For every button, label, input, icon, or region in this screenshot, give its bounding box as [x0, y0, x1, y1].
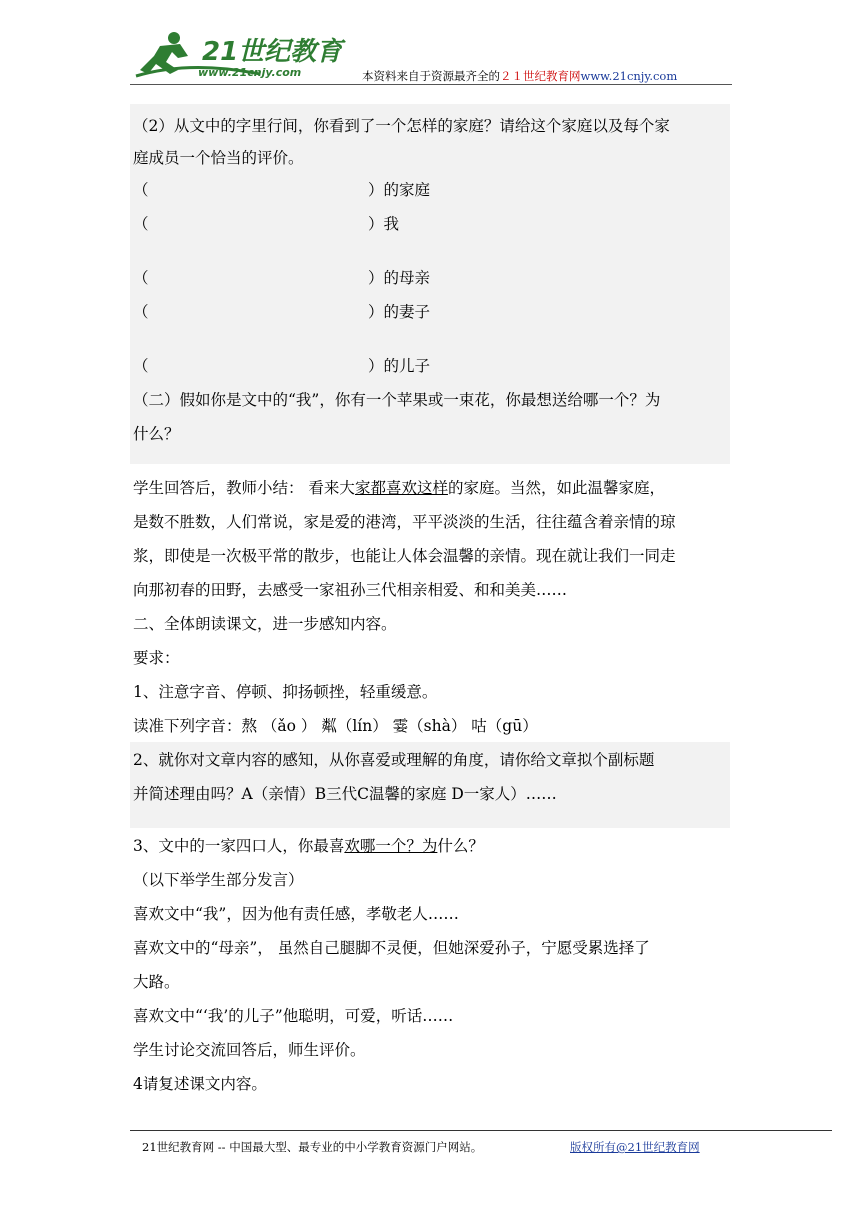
student-answer-2-line1: 喜欢文中的“母亲”， 虽然自己腿脚不灵便，但她深爱孙子，宁愿受累选择了 [133, 939, 650, 957]
student-answer-2-line2: 大路。 [133, 973, 180, 991]
blank-row-family: （ ）的家庭 [133, 181, 431, 199]
section2-line1: （二）假如你是文中的“我”，你有一个苹果或一束花，你最想送给哪一个？为 [133, 391, 661, 409]
summary-line4: 向那初春的田野，去感受一家祖孙三代相亲相爱、和和美美…… [133, 581, 568, 599]
item3-line: 3、文中的一家四口人，你最喜欢哪一个？为什么？ [133, 837, 484, 855]
header-divider [130, 84, 732, 85]
section2-line2: 什么？ [133, 425, 180, 443]
q2-line2: 庭成员一个恰当的评价。 [133, 149, 304, 167]
header-note [362, 68, 677, 84]
requirement-1: 1、注意字音、停顿、抑扬顿挫，轻重缓意。 [133, 683, 438, 701]
blank-row-me: （ ）我 [133, 215, 400, 233]
student-note: （以下举学生部分发言） [133, 871, 304, 889]
logo-wordmark: 21世纪教育 [202, 37, 343, 67]
header-note-prefix: 本资料来自于资源最齐全的 [362, 69, 500, 83]
requirements-label: 要求： [133, 649, 180, 667]
blank-row-wife: （ ）的妻子 [133, 303, 431, 321]
page-header [130, 30, 732, 86]
logo [130, 30, 350, 84]
summary-line3: 浆，即使是一次极平常的散步，也能让人体会温馨的亲情。现在就让我们一同走 [133, 547, 676, 565]
summary-line2: 是数不胜数，人们常说，家是爱的港湾，平平淡淡的生活，往往蕴含着亲情的琼 [133, 513, 676, 531]
pronunciation-line: 读准下列字音：熬 （ǎo ） 粼（lín） 霎（shà） 咕（gū） [133, 717, 538, 735]
blank-row-son: （ ）的儿子 [133, 357, 431, 375]
footer-divider [130, 1130, 832, 1131]
item2-line2: 并简述理由吗？A（亲情）B三代C温馨的家庭 D一家人）…… [133, 785, 557, 803]
item4-line: 4请复述课文内容。 [133, 1075, 267, 1093]
summary-line1: 学生回答后，教师小结： 看来大家都喜欢这样的家庭。当然，如此温馨家庭， [133, 479, 665, 497]
student-answer-3: 喜欢文中“‘我’的儿子”他聪明，可爱，听话…… [133, 1007, 454, 1025]
blank-row-mother: （ ）的母亲 [133, 269, 431, 287]
q2-line1: （2）从文中的字里行间，你看到了一个怎样的家庭？请给这个家庭以及每个家 [133, 117, 670, 135]
header-note-url[interactable]: www.21cnjy.com [580, 69, 678, 83]
footer-text: 21世纪教育网 -- 中国最大型、最专业的中小学教育资源门户网站。 [142, 1140, 483, 1154]
header-note-brand: ２１世纪教育网 [500, 69, 581, 83]
part2-title: 二、全体朗读课文，进一步感知内容。 [133, 615, 397, 633]
item2-line1: 2、就你对文章内容的感知，从你喜爱或理解的角度，请你给文章拟个副标题 [133, 751, 655, 769]
student-answer-1: 喜欢文中“我”，因为他有责任感，孝敬老人…… [133, 905, 459, 923]
footer-copyright-link[interactable]: 版权所有@21世纪教育网 [570, 1140, 700, 1154]
student-answer-4: 学生讨论交流回答后，师生评价。 [133, 1041, 366, 1059]
logo-url: www.21cnjy.com [198, 66, 302, 79]
